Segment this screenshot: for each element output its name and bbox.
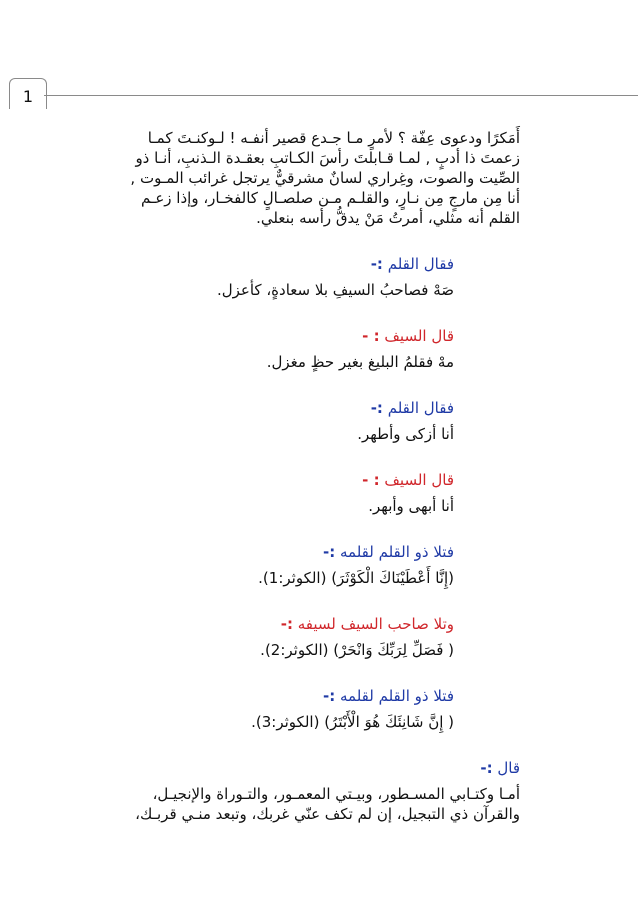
speaker-mark: :-	[480, 759, 493, 777]
speaker-mark: :-	[322, 543, 336, 561]
intro-line: القلم أنه مثلي، أمرتُ مَنْ يدقُّ رأسه بنعلي.	[256, 209, 520, 227]
speaker-name: قال السيف	[384, 471, 454, 489]
dialogue-text: ( فَصَلِّ لِرَبِّكَ وَانْحَرْ) (الكوثر:2).	[260, 641, 454, 659]
speaker-heading	[90, 758, 520, 778]
intro-line: زعمتَ ذا أدبٍ , لمـا قـابلتَ رأسَ الكـاتبِ بعقـدة الـذنبِ، أنـا ذو	[135, 149, 520, 167]
speaker-mark: :-	[370, 399, 383, 417]
closing-line: والقرآن ذي التبجيل، إن لم تكف عنّي غربك، وتبعد منـي قربـك،	[135, 805, 520, 823]
speaker-mark: : -	[362, 471, 380, 489]
intro-line: الصِّيت والصوت، وغِراري لسانٌ مشرقيٌّ يرتجل غرائب المـوت ,	[130, 169, 520, 187]
dialogue-text: أنا أبهى وأبهر.	[368, 497, 454, 515]
intro-line: أنا مِن مارجٍ مِن نـارٍ، والقلـم مـن صلصـالٍ كالفخـار، وإذا زعـم	[140, 189, 520, 207]
speaker-name: قال السيف	[384, 327, 454, 345]
intro-paragraph	[90, 128, 520, 228]
speaker-name: قال	[497, 759, 520, 777]
speaker-heading	[90, 326, 454, 346]
intro-line: أَمَكرًا ودعوى عِفّة ؟ لأمرٍ مـا جـدع قصير أنفـه ! لـوكنـتَ كمـا	[147, 129, 520, 147]
speaker-mark: : -	[362, 327, 380, 345]
speaker-heading	[90, 398, 454, 418]
dialogue-text: أنا أزكى وأطهر.	[357, 425, 454, 443]
dialogue-text: (إِنَّا أَعْطَيْنَاكَ الْكَوْثَرَ) (الكوثر:1).	[258, 569, 454, 587]
closing-line: أمـا وكتـابي المسـطور، وبيـتي المعمـور، والتـوراة والإنجيـل،	[152, 785, 520, 803]
speaker-heading	[90, 470, 454, 490]
speaker-name: وتلا صاحب السيف لسيفه	[297, 615, 454, 633]
page-content	[90, 128, 520, 824]
page-number: 1	[22, 87, 34, 106]
page-number-tab	[9, 78, 47, 109]
dialogue-text: ( إِنَّ شَانِئَكَ هُوَ الْأَبْتَرُ) (الكوثر:3).	[251, 713, 454, 731]
dialogue-text: صَهْ فصاحبُ السيفِ بلا سعادةٍ، كأعزل.	[216, 281, 454, 299]
speaker-mark: :-	[280, 615, 293, 633]
speaker-heading	[90, 614, 454, 634]
dialogue-text: مهْ فقلمُ البليغ بغير حظٍ مغزل.	[266, 353, 454, 371]
header-rule	[44, 95, 638, 96]
speaker-heading	[90, 254, 454, 274]
speaker-name: فتلا ذو القلم لقلمه	[340, 687, 454, 705]
speaker-heading	[90, 686, 454, 706]
speaker-name: فتلا ذو القلم لقلمه	[340, 543, 454, 561]
speaker-name: فقال القلم	[387, 255, 454, 273]
speaker-mark: :-	[322, 687, 336, 705]
speaker-heading	[90, 542, 454, 562]
speaker-name: فقال القلم	[387, 399, 454, 417]
speaker-mark: :-	[370, 255, 383, 273]
